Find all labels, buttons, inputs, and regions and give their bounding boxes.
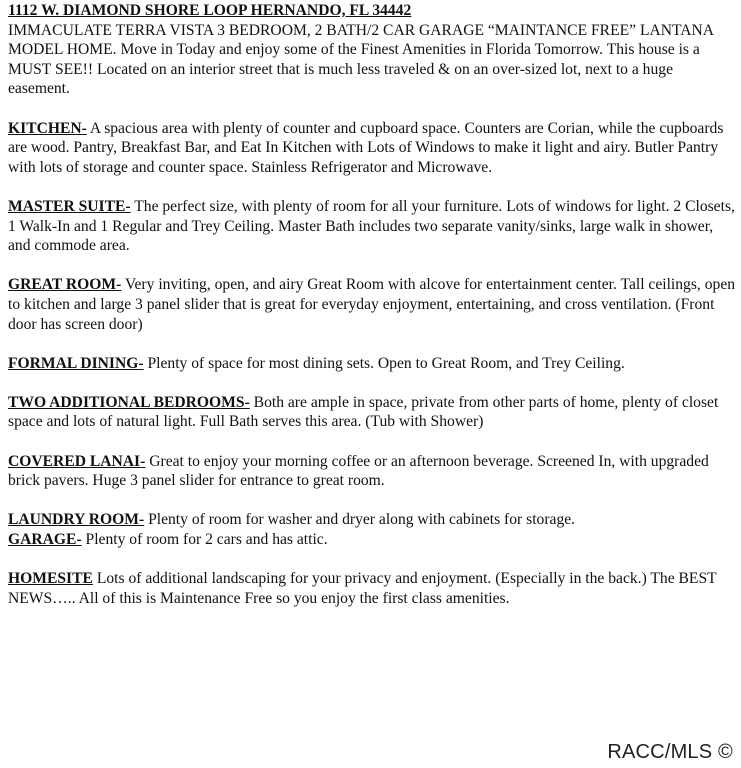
section-kitchen [8, 119, 738, 178]
section-heading: MASTER SUITE- [8, 197, 131, 215]
listing-intro: IMMACULATE TERRA VISTA 3 BEDROOM, 2 BATH/2 CAR GARAGE “MAINTANCE FREE” LANTANA MODEL HOME. Move in Today and enjoy some of the Finest Amenities in Florida Tomorrow. This house is a MUST SEE!! Located on an interior street that is much less traveled & on an over-sized lot, next to a huge easement. [8, 21, 714, 98]
section-heading: COVERED LANAI- [8, 452, 146, 470]
listing-document [8, 1, 738, 608]
section-heading: HOMESITE [8, 570, 93, 588]
section-heading: KITCHEN- [8, 119, 87, 137]
section-garage [8, 530, 738, 550]
section-homesite [8, 569, 738, 608]
section-text: Great to enjoy your morning coffee or an afternoon beverage. Screened In, with upgraded brick pavers. Huge 3 panel slider for entrance to great room. [8, 452, 709, 490]
section-text: The perfect size, with plenty of room for all your furniture. Lots of windows for light. 2 Closets, 1 Walk-In and 1 Regular and Trey Ceiling. Master Bath includes two separate vanity/sinks, large walk in shower, and commode area. [8, 197, 735, 255]
section-laundry-room [8, 510, 738, 530]
mls-watermark: RACC/MLS © [607, 741, 733, 763]
section-master-suite [8, 197, 738, 256]
section-text: Lots of additional landscaping for your privacy and enjoyment. (Especially in the back.) The BEST NEWS….. All of this is Maintenance Free so you enjoy the first class amenities. [8, 570, 717, 607]
section-heading: FORMAL DINING- [8, 354, 144, 372]
section-text: Very inviting, open, and airy Great Room with alcove for entertainment center. Tall ceilings, open to kitchen and large 3 panel slider that is great for everyday enjoyment, entertaining, and cross ventilation. (Front door has screen door) [8, 276, 736, 333]
section-text: Plenty of room for 2 cars and has attic. [81, 531, 328, 549]
section-text: Plenty of space for most dining sets. Open to Great Room, and Trey Ceiling. [143, 354, 625, 372]
listing-address: 1112 W. DIAMOND SHORE LOOP HERNANDO, FL 34442 [8, 2, 412, 19]
section-heading: TWO ADDITIONAL BEDROOMS- [8, 393, 250, 411]
section-formal-dining [8, 354, 738, 374]
section-text: Plenty of room for washer and dryer along with cabinets for storage. [144, 511, 576, 529]
section-text: Both are ample in space, private from other parts of home, plenty of closet space and lots of natural light. Full Bath serves this area. (Tub with Shower) [8, 393, 719, 431]
listing-header [8, 1, 738, 99]
section-great-room [8, 275, 738, 334]
section-covered-lanai [8, 452, 738, 491]
section-two-additional-bedrooms [8, 393, 738, 432]
section-text: A spacious area with plenty of counter and cupboard space. Counters are Corian, while the cupboards are wood. Pantry, Breakfast Bar, and Eat In Kitchen with Lots of Windows to make it light and airy. Butler Pantry with lots of storage and counter space. Stainless Refrigerator and Microwave. [8, 119, 724, 176]
section-heading: GREAT ROOM- [8, 276, 122, 294]
section-heading: LAUNDRY ROOM- [8, 511, 145, 529]
section-heading: GARAGE- [8, 531, 82, 549]
